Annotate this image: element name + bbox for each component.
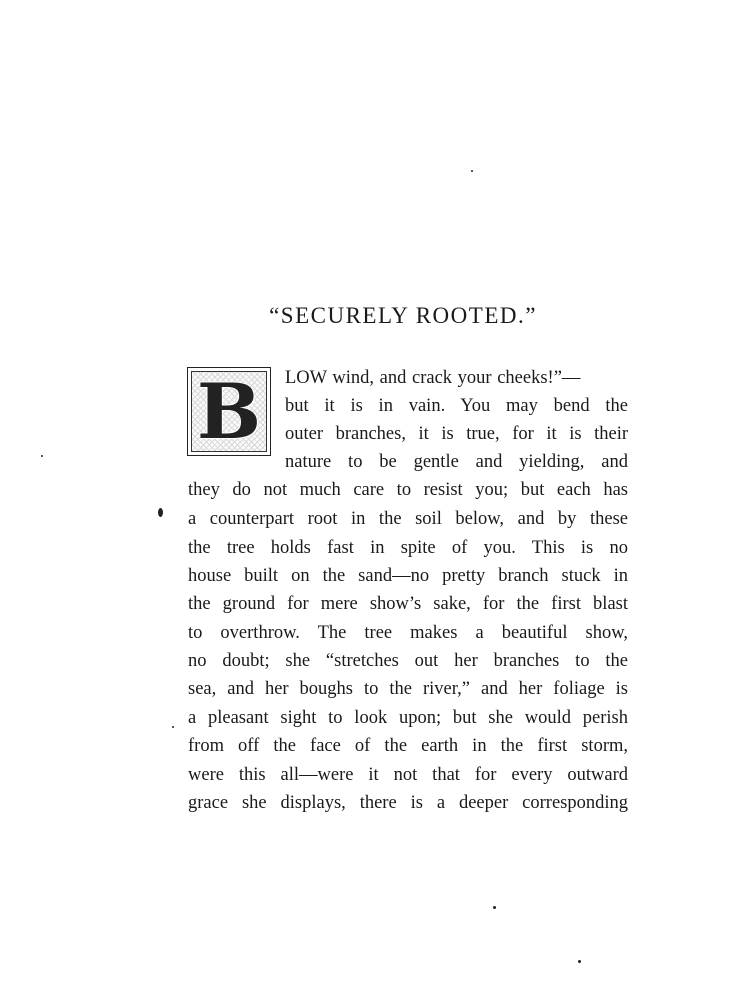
paragraph-line: the ground for mere show’s sake, for the first blast [188,594,628,614]
paragraph-line: grace she displays, there is a deeper corresponding [188,793,628,813]
decorative-initial [187,367,271,456]
chapter-title: “SECURELY ROOTED.” [269,303,537,328]
drop-cap-letter: B [196,366,262,456]
paragraph-line: were this all—were it not that for every outward [188,765,628,785]
ink-speck [172,726,174,728]
paragraph-line: sea, and her boughs to the river,” and her foliage is [188,679,628,699]
ink-speck [578,960,581,963]
ink-speck [493,906,496,909]
ink-speck [158,508,163,517]
paragraph-line: nature to be gentle and yielding, and [285,452,628,472]
paragraph-line: house built on the sand—no pretty branch stuck in [188,566,628,586]
paragraph-line: they do not much care to resist you; but each has [188,480,628,500]
paragraph-line: a counterpart root in the soil below, and by these [188,509,628,529]
paragraph-line: to overthrow. The tree makes a beautiful show, [188,623,628,643]
paragraph-line: the tree holds fast in spite of you. This is no [188,538,628,558]
paragraph-line: no doubt; she “stretches out her branches to the [188,651,628,671]
paragraph-line: from off the face of the earth in the first storm, [188,736,628,756]
ink-speck [41,455,43,457]
paragraph-line: outer branches, it is true, for it is their [285,424,628,444]
paragraph-line: but it is in vain. You may bend the [285,396,628,416]
initial-ornament [191,366,267,456]
ink-speck [471,170,473,172]
paragraph-line: a pleasant sight to look upon; but she would perish [188,708,628,728]
paragraph-line: LOW wind, and crack your cheeks!”— [285,368,581,388]
